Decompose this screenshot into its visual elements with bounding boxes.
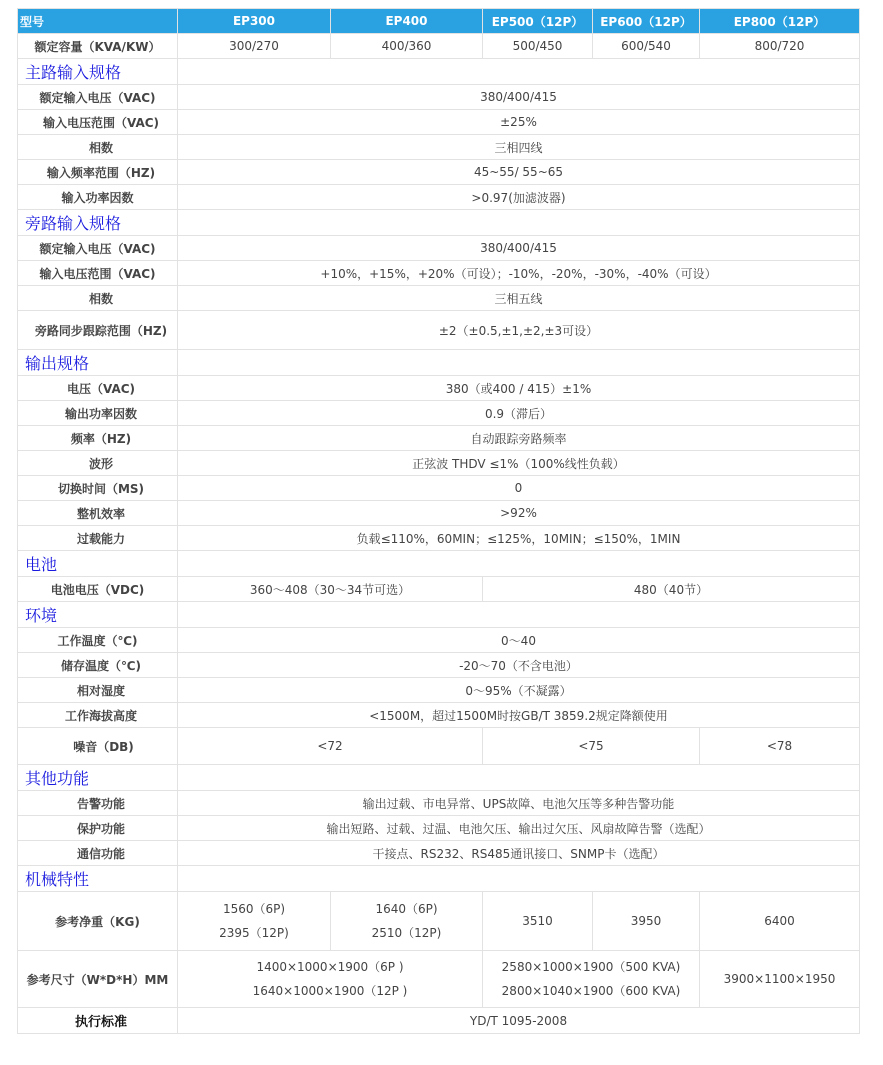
table-row [18, 376, 860, 401]
cell-value: 自动跟踪旁路频率 [178, 426, 860, 451]
row-label: 过载能力 [18, 526, 178, 551]
cell-value: YD/T 1095-2008 [178, 1008, 860, 1034]
table-row [18, 34, 860, 59]
section-title-mechanical: 机械特性 [18, 866, 178, 892]
row-label: 频率（HZ) [18, 426, 178, 451]
cell-value [483, 951, 700, 1008]
row-label: 工作温度（℃) [18, 628, 178, 653]
table-row [18, 628, 860, 653]
spec-table [17, 8, 860, 1034]
table-row [18, 1008, 860, 1034]
row-label: 相数 [18, 286, 178, 311]
cell-value: 800/720 [700, 34, 860, 59]
header-ep300: EP300 [178, 9, 331, 34]
table-row [18, 728, 860, 765]
weight-ep300-6p: 1560（6P) [222, 902, 286, 916]
weight-ep400-12p: 2510（12P) [371, 926, 442, 940]
section-header [18, 210, 860, 236]
cell-value: <78 [700, 728, 860, 765]
table-row [18, 791, 860, 816]
section-header [18, 765, 860, 791]
cell-value: >92% [178, 501, 860, 526]
section-title-other: 其他功能 [18, 765, 178, 791]
table-row [18, 577, 860, 602]
row-label: 整机效率 [18, 501, 178, 526]
cell-value [331, 892, 483, 951]
cell-value: 0 [178, 476, 860, 501]
header-ep500: EP500（12P） [483, 9, 593, 34]
row-label: 参考净重（KG) [18, 892, 178, 951]
row-label: 额定输入电压（VAC) [18, 85, 178, 110]
cell-value: 360～408（30～34节可选） [178, 577, 483, 602]
row-label: 输入电压范围（VAC) [18, 261, 178, 286]
cell-value: +10%，+15%，+20%（可设）；-10%，-20%，-30%，-40%（可设） [178, 261, 860, 286]
table-row [18, 892, 860, 951]
cell-value: 500/450 [483, 34, 593, 59]
cell-value: >0.97(加滤波器) [178, 185, 860, 210]
table-row [18, 401, 860, 426]
cell-value: <1500M，超过1500M时按GB/T 3859.2规定降额使用 [178, 703, 860, 728]
row-label: 切换时间（MS) [18, 476, 178, 501]
cell-value: 380（或400 / 415）±1% [178, 376, 860, 401]
cell-value: 三相五线 [178, 286, 860, 311]
cell-value: 300/270 [178, 34, 331, 59]
table-row [18, 476, 860, 501]
table-row [18, 85, 860, 110]
cell-value: 干接点、RS232、RS485通讯接口、SNMP卡（选配） [178, 841, 860, 866]
weight-ep300-12p: 2395（12P) [219, 926, 289, 940]
cell-value: 输出短路、过载、过温、电池欠压、输出过欠压、风扇故障告警（选配） [178, 816, 860, 841]
row-label: 电池电压（VDC) [18, 577, 178, 602]
cell-value: 600/540 [593, 34, 700, 59]
cell-value: 6400 [700, 892, 860, 951]
size-ep300-400-12p: 1640×1000×1900（12P ) [252, 984, 408, 998]
cell-value [178, 892, 331, 951]
row-label: 工作海拔高度 [18, 703, 178, 728]
section-title-main-input: 主路输入规格 [18, 59, 178, 85]
cell-value: <72 [178, 728, 483, 765]
table-row [18, 451, 860, 476]
cell-value: 三相四线 [178, 135, 860, 160]
table-row [18, 816, 860, 841]
table-row [18, 501, 860, 526]
cell-value: 3900×1100×1950 [700, 951, 860, 1008]
cell-value: 380/400/415 [178, 85, 860, 110]
cell-value: 0.9（滞后） [178, 401, 860, 426]
header-ep400: EP400 [331, 9, 483, 34]
row-label: 相对湿度 [18, 678, 178, 703]
cell-value: ±2（±0.5,±1,±2,±3可设） [178, 311, 860, 350]
row-label: 参考尺寸（W*D*H）MM [18, 951, 178, 1008]
cell-value: 480（40节） [483, 577, 860, 602]
section-header [18, 551, 860, 577]
section-header [18, 350, 860, 376]
row-label: 执行标准 [18, 1008, 178, 1034]
table-header [18, 9, 860, 34]
row-label: 旁路同步跟踪范围（HZ) [18, 311, 178, 350]
table-row [18, 110, 860, 135]
row-label: 告警功能 [18, 791, 178, 816]
section-title-environment: 环境 [18, 602, 178, 628]
cell-value [178, 951, 483, 1008]
cell-value: ±25% [178, 110, 860, 135]
row-label: 电压（VAC) [18, 376, 178, 401]
size-ep300-400-6p: 1400×1000×1900（6P ) [256, 960, 404, 974]
table-row [18, 135, 860, 160]
row-label: 输入功率因数 [18, 185, 178, 210]
cell-value: -20～70（不含电池） [178, 653, 860, 678]
table-row [18, 311, 860, 350]
table-row [18, 841, 860, 866]
row-label: 通信功能 [18, 841, 178, 866]
cell-value: 380/400/415 [178, 236, 860, 261]
table-row [18, 526, 860, 551]
row-label: 保护功能 [18, 816, 178, 841]
cell-value: 45~55/ 55~65 [178, 160, 860, 185]
table-row [18, 185, 860, 210]
row-label: 波形 [18, 451, 178, 476]
cell-value: 负载≤110%，60MIN；≤125%，10MIN；≤150%，1MIN [178, 526, 860, 551]
table-row [18, 678, 860, 703]
row-label: 输入电压范围（VAC) [18, 110, 178, 135]
table-row [18, 703, 860, 728]
size-ep500: 2580×1000×1900（500 KVA) [501, 960, 681, 974]
size-ep600: 2800×1040×1900（600 KVA) [501, 984, 681, 998]
cell-value: 3950 [593, 892, 700, 951]
table-row [18, 951, 860, 1008]
header-ep800: EP800（12P） [700, 9, 860, 34]
row-label: 储存温度（℃) [18, 653, 178, 678]
row-label: 噪音（DB) [18, 728, 178, 765]
section-title-output: 输出规格 [18, 350, 178, 376]
cell-value: 0～95%（不凝露） [178, 678, 860, 703]
row-label: 额定输入电压（VAC) [18, 236, 178, 261]
section-header [18, 602, 860, 628]
header-model: 型号 [18, 9, 178, 34]
row-label: 额定容量（KVA/KW） [18, 34, 178, 59]
section-title-bypass-input: 旁路输入规格 [18, 210, 178, 236]
cell-value: 正弦波 THDV ≤1%（100%线性负载） [178, 451, 860, 476]
header-ep600: EP600（12P） [593, 9, 700, 34]
row-label: 输入频率范围（HZ) [18, 160, 178, 185]
cell-value: 输出过载、市电异常、UPS故障、电池欠压等多种告警功能 [178, 791, 860, 816]
row-label: 相数 [18, 135, 178, 160]
cell-value: <75 [483, 728, 700, 765]
cell-value: 400/360 [331, 34, 483, 59]
section-title-battery: 电池 [18, 551, 178, 577]
weight-ep400-6p: 1640（6P) [375, 902, 438, 916]
table-row [18, 261, 860, 286]
table-row [18, 286, 860, 311]
table-row [18, 160, 860, 185]
cell-value: 0～40 [178, 628, 860, 653]
table-row [18, 236, 860, 261]
section-header [18, 59, 860, 85]
section-header [18, 866, 860, 892]
cell-value: 3510 [483, 892, 593, 951]
table-row [18, 653, 860, 678]
table-row [18, 426, 860, 451]
row-label: 输出功率因数 [18, 401, 178, 426]
